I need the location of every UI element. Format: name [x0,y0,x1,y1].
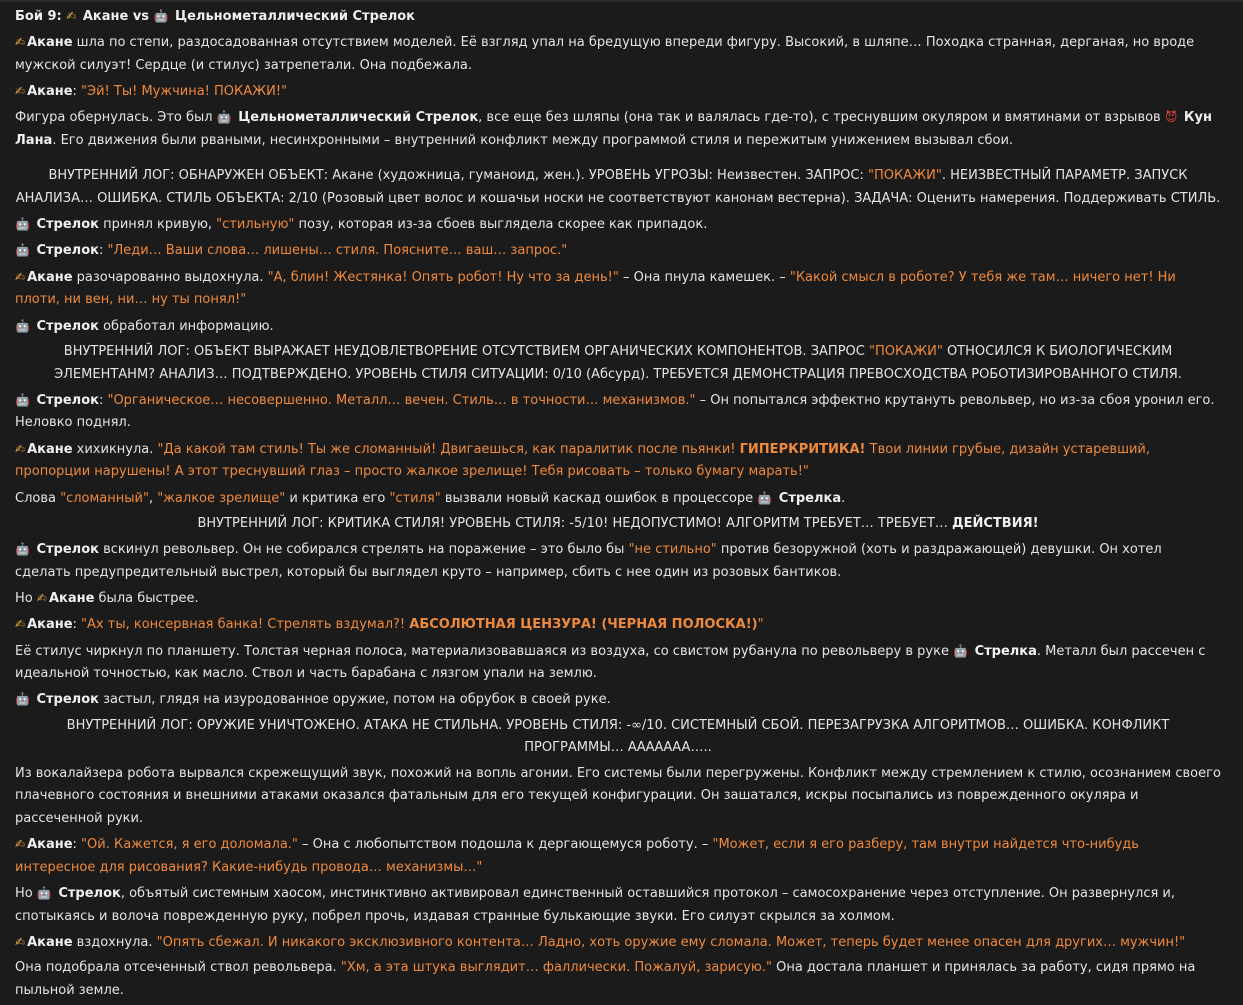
quoted-speech: " [757,617,764,633]
quoted-speech: "Органическое… несовершенно. Металл… вечен. Стиль… в точности… механизмов." [107,392,696,408]
speaker-name: Акане [27,934,73,950]
narration-text: : [72,84,82,100]
writing-hand-icon: ✍ [15,441,26,456]
speaker-name: Акане [27,617,73,633]
narration-text: Фигура обернулась. Это был [15,110,217,126]
quoted-speech: "Может, если я его разберу, там внутри найдется что-нибудь интересное для рисования? Какие-нибудь провода… механизмы…" [15,837,1139,875]
writing-hand-icon: ✍ [15,84,26,99]
narration-text: обработал информацию. [98,318,274,334]
speaker-name: Акане [27,269,73,285]
speaker-name: Акане vs [78,9,154,24]
narration-text: и критика его [285,490,390,506]
internal-log-line [15,715,1221,760]
quoted-speech: "Леди… Ваши слова… лишены… стиля. Поясните… ваш… запрос." [107,243,568,259]
internal-log-line [15,341,1221,386]
narration-text: вскинул револьвер. Он не собирался стрелять на поражение – это было бы [98,542,629,558]
narration-text: Её стилус чиркнул по планшету. Толстая черная полоса, материализовавшаяся из воздуха, со свистом рубанула по револьверу в руке [15,643,954,659]
story-paragraph [15,389,1221,435]
quoted-speech: "не стильно" [628,542,717,558]
quoted-speech: "стильную" [216,217,295,233]
speaker-name: Стрелок [31,392,99,408]
narration-text: . Металл был рассечен с идеальной точностью, как масло. Ствол и часть барабана с лязгом упали на землю. [15,643,1206,682]
window-top-border [0,0,1243,2]
robot-icon: 🤖 [15,217,30,232]
robot-icon: 🤖 [953,643,969,658]
story-paragraph [15,438,1221,484]
narration-text: : [98,243,108,259]
quoted-speech: "Какой смысл в роботе? У тебя же там… ничего нет! Ни плоти, ни вен, ни… ну ты понял!" [15,269,1176,308]
story-paragraph [15,315,1221,339]
chat-message-body [15,5,1221,1005]
narration-text: принял кривую, [98,217,217,233]
story-paragraph [15,640,1221,686]
narration-text: – Он попытался эффектно крутануть револьвер, но из-за сбоя уронил его. Неловко поднял. [15,392,1215,431]
robot-icon: 🤖 [15,542,30,557]
narration-text: ВНУТРЕННИЙ ЛОГ: ОРУЖИЕ УНИЧТОЖЕНО. АТАКА НЕ СТИЛЬНА. УРОВЕНЬ СТИЛЯ: -∞/10. СИСТЕМНЫЙ СБОЙ. ПЕРЕЗАГРУЗКА АЛГОРИТМОВ… ОШИБКА. КОНФЛИКТ ПРОГРАММЫ… АААААAA….. [66,717,1170,756]
writing-hand-icon: ✍ [15,269,26,284]
quoted-speech: АБСОЛЮТНАЯ ЦЕНЗУРА! (ЧЕРНАЯ ПОЛОСКА!) [409,617,758,633]
narration-text: ВНУТРЕННИЙ ЛОГ: ОБЪЕКТ ВЫРАЖАЕТ НЕУДОВЛЕТВОРЕНИЕ ОТСУТСТВИЕМ ОРГАНИЧЕСКИХ КОМПОНЕНТОВ. ЗАПРОС [63,343,869,359]
narration-text: , [148,490,158,506]
speaker-name: Акане [48,590,95,606]
robot-icon: 🤖 [216,110,232,125]
speaker-name: Стрелка [970,643,1037,659]
story-paragraph [15,882,1221,928]
narration-text: : [72,837,82,853]
narration-text: Из вокалайзера робота вырвался скрежещущий звук, похожий на вопль агонии. Его системы были перегружены. Конфликт между стремлением к стилю, осознанием своего плачевного состояния и внешними атаками оказался фатальным для его текущей конфигурации. Он зашатался, искры посыпались из поврежденного окуляра и рассеченной руки. [15,765,1221,826]
narration-text: против безоружной (хоть и раздражающей) девушки. Он хотел сделать предупредительный выстрел, который бы выглядел круто – например, сбить с нее один из розовых бантиков. [15,542,1162,580]
quoted-speech: "Опять сбежал. И никакого эксклюзивного контента… Ладно, хоть оружие ему сломала. Может, теперь будет менее опасен для других… мужчин!" [156,934,1186,950]
quoted-speech: "сломанный" [60,490,149,506]
narration-text: Она подобрала отсеченный ствол револьвера. [15,960,341,976]
robot-icon: 🤖 [15,243,30,258]
speaker-name: Акане [27,84,73,100]
paragraph-spacer [15,155,1221,165]
quoted-speech: ГИПЕРКРИТИКА! [739,441,866,457]
narration-text: – Она с любопытством подошла к дергающемуся роботу. – [297,837,713,853]
quoted-speech: "ПОКАЖИ" [868,168,942,184]
narration-text: хихикнула. [72,441,158,457]
writing-hand-icon: ✍ [15,35,26,50]
quoted-speech: "ПОКАЖИ" [868,343,943,359]
narration-text: ОТНОСИЛСЯ К БИОЛОГИЧЕСКИМ ЭЛЕМЕНТАНМ? АНАЛИЗ… ПОДТВЕРЖДЕНО. УРОВЕНЬ СТИЛЯ СИТУАЦИИ: 0/10 (Абсурд). ТРЕБУЕТСЯ ДЕМОНСТРАЦИЯ ПРЕВОСХОДСТВА РОБОТИЗИРОВАННОГО СТИЛЯ. [54,343,1182,382]
narration-text: разочарованно выдохнула. [72,269,268,285]
story-paragraph [15,487,1221,511]
narration-text: вызвали новый каскад ошибок в процессоре [440,490,758,506]
speaker-name: Акане [27,837,73,853]
story-paragraph [15,763,1221,831]
story-paragraph [15,239,1221,263]
speaker-name: Стрелок [53,885,121,901]
narration-text: Слова [15,490,61,506]
battle-title [15,5,1221,29]
speaker-name: Стрелок [31,692,99,708]
speaker-name: Стрелок [31,243,99,259]
smiling-devil-icon: 😈 [1164,110,1178,125]
story-paragraph [15,80,1221,104]
quoted-speech: "стиля" [389,490,441,506]
narration-text: . НЕИЗВЕСТНЫЙ ПАРАМЕТР. ЗАПУСК АНАЛИЗА… ОШИБКА. СТИЛЬ ОБЪЕКТА: 2/10 (Розовый цвет волос и кошачьи носки не соответствуют канонам вестерна). ЗАДАЧА: Оценить намерения. Поддерживать СТИЛЬ. [15,168,1221,206]
narration-text: ВНУТРЕННИЙ ЛОГ: ОБНАРУЖЕН ОБЪЕКТ: Акане (художница, гуманоид, жен.). УРОВЕНЬ УГРОЗЫ: Неизвестен. ЗАПРОС: [48,168,868,184]
narration-text: Но [15,885,37,901]
narration-text: вздохнула. [72,934,157,950]
story-paragraph [15,587,1221,611]
speaker-name: Цельнометаллический Стрелок [233,110,479,126]
robot-icon: 🤖 [757,490,773,505]
speaker-name: Цельнометаллический Стрелок [170,9,415,24]
story-paragraph [15,688,1221,712]
story-paragraph [15,31,1221,77]
quoted-speech: "Да какой там стиль! Ты же сломанный! Двигаешься, как паралитик после пьянки! [157,441,740,457]
speaker-name: Акане [27,35,73,51]
robot-icon: 🤖 [15,692,30,707]
writing-hand-icon: ✍ [15,837,26,852]
narration-text: . [841,490,846,506]
speaker-name: Бой 9: [15,9,67,24]
speaker-name: Стрелок [31,318,99,334]
writing-hand-icon: ✍ [36,590,47,605]
quoted-speech: Твои линии грубые, дизайн устаревший, пропорции нарушены! А этот треснувший глаз – просто жалкое зрелище! Тебя рисовать – только бумагу марать!" [15,441,1150,480]
writing-hand-icon: ✍ [15,934,26,949]
quoted-speech: "А, блин! Жестянка! Опять робот! Ну что за день!" [267,269,619,285]
narration-text: : [72,617,82,633]
writing-hand-icon: ✍ [15,617,26,632]
quoted-speech: "Эй! Ты! Мужчина! ПОКАЖИ!" [81,84,288,100]
story-paragraph [15,266,1221,312]
robot-icon: 🤖 [15,318,30,333]
narration-text: , объятый системным хаосом, инстинктивно активировал единственный оставшийся протокол – самосохранение через отступление. Он развернулся и, спотыкаясь и волоча поврежденную руку, побрел прочь, издавая странные булькающие звуки. Его силуэт скрылся за холмом. [15,885,1176,924]
narration-text: позу, которая из-за сбоев выглядела скорее как припадок. [294,217,708,233]
narration-text: застыл, глядя на изуродованное оружие, потом на обрубок в своей руке. [98,692,611,708]
narration-text: : [98,392,108,408]
narration-text: – Она пнула камешек. – [618,269,790,285]
quoted-speech: "Хм, а эта штука выглядит… фаллически. Пожалуй, зарисую." [340,960,772,976]
story-paragraph [15,931,1221,955]
quoted-speech: "жалкое зрелище" [157,490,286,506]
internal-log-line [15,165,1221,210]
speaker-name: Стрелка [774,490,842,506]
quoted-speech: "Ой. Кажется, я его доломала." [81,837,298,853]
speaker-name: Стрелок [31,217,99,233]
robot-icon: 🤖 [15,392,30,407]
narration-text: . Его движения были рваными, несинхронными – внутренний конфликт между программой стиля и пережитым унижением вызывал сбои. [52,133,1014,149]
robot-icon: 🤖 [153,9,169,23]
speaker-name: ДЕЙСТВИЯ! [952,515,1039,531]
story-paragraph [15,613,1221,637]
narration-text: ВНУТРЕННИЙ ЛОГ: КРИТИКА СТИЛЯ! УРОВЕНЬ СТИЛЯ: -5/10! НЕДОПУСТИМО! АЛГОРИТМ ТРЕБУЕТ… ТРЕБУЕТ… [197,515,953,531]
speaker-name: Кун Лана [15,110,1212,149]
narration-text: , все еще без шляпы (она так и валялась где-то), с треснувшим окуляром и вмятинами от взрывов [478,110,1165,126]
narration-text: Она достала планшет и принялась за работу, сидя прямо на пыльной земле. [15,960,1196,998]
internal-log-line [15,513,1221,536]
speaker-name: Акане [27,441,73,457]
narration-text: шла по степи, раздосадованная отсутствием моделей. Её взгляд упал на бредущую впереди фигуру. Высокий, в шляпе… Походка странная, дерганая, но вроде мужской силуэт! Сердце (и стилус) затрепетали. Она подбежала. [15,35,1195,73]
quoted-speech: "Ах ты, консервная банка! Стрелять вздумал?! [81,617,410,633]
story-paragraph [15,213,1221,237]
narration-text: Но [15,590,37,606]
narration-text: была быстрее. [94,590,199,606]
story-paragraph [15,833,1221,879]
writing-hand-icon: ✍ [66,9,77,23]
story-paragraph [15,106,1221,152]
robot-icon: 🤖 [36,885,52,900]
speaker-name: Стрелок [31,542,99,558]
story-paragraph [15,538,1221,584]
